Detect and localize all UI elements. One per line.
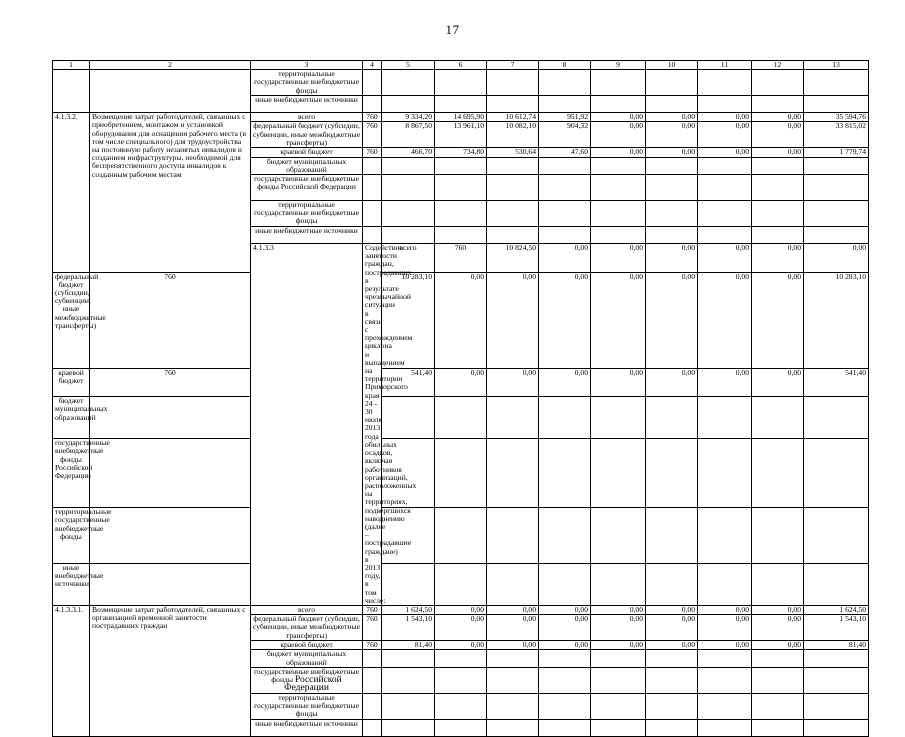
amount-cell: 0,00 — [539, 615, 591, 641]
amount-cell — [804, 96, 869, 113]
amount-cell: 734,80 — [435, 148, 487, 157]
amount-cell — [539, 667, 591, 693]
amount-cell: 0,00 — [698, 615, 752, 641]
header-row — [53, 61, 869, 70]
amount-cell: 0,00 — [539, 244, 591, 273]
amount-cell — [382, 227, 435, 244]
amount-cell: 0,00 — [487, 368, 539, 397]
grbs-code — [363, 70, 382, 96]
amount-cell — [646, 70, 698, 96]
funding-source: краевой бюджет — [53, 368, 90, 397]
amount-cell — [435, 563, 487, 605]
grbs-code — [363, 650, 382, 667]
funding-source: бюджет муниципальных образований — [251, 650, 363, 667]
amount-cell: 0,00 — [646, 368, 698, 397]
amount-cell — [752, 96, 804, 113]
amount-cell — [804, 719, 869, 736]
grbs-code: 760 — [363, 148, 382, 157]
amount-cell — [698, 650, 752, 667]
amount-cell — [752, 227, 804, 244]
amount-cell — [539, 439, 591, 508]
amount-cell — [804, 563, 869, 605]
grbs-code: 760 — [363, 641, 382, 650]
amount-cell: 0,00 — [591, 641, 646, 650]
amount-cell — [752, 563, 804, 605]
table-row — [53, 70, 869, 96]
amount-cell — [698, 227, 752, 244]
amount-cell — [804, 397, 869, 439]
funding-source: иные внебюджетные источники — [53, 563, 90, 605]
amount-cell — [539, 227, 591, 244]
amount-cell — [698, 563, 752, 605]
amount-cell: 0,00 — [487, 641, 539, 650]
amount-cell: 0,00 — [698, 272, 752, 368]
amount-cell — [539, 157, 591, 174]
amount-cell: 10 283,10 — [804, 272, 869, 368]
amount-cell: 0,00 — [698, 605, 752, 614]
amount-cell — [435, 719, 487, 736]
amount-cell — [591, 201, 646, 227]
amount-cell — [382, 693, 435, 719]
grbs-code: 760 — [435, 244, 487, 273]
amount-cell: 0,00 — [752, 605, 804, 614]
amount-cell — [539, 563, 591, 605]
grbs-code — [363, 175, 382, 201]
amount-cell: 0,00 — [698, 122, 752, 148]
funding-source: всего — [251, 605, 363, 614]
amount-cell — [646, 693, 698, 719]
amount-cell: 1 543,10 — [382, 615, 435, 641]
amount-cell: 0,00 — [591, 368, 646, 397]
amount-cell — [646, 563, 698, 605]
funding-source: краевой бюджет — [251, 641, 363, 650]
amount-cell — [646, 227, 698, 244]
amount-cell: 0,00 — [698, 641, 752, 650]
amount-cell: 81,40 — [804, 641, 869, 650]
column-header: 12 — [752, 61, 804, 70]
column-header: 9 — [591, 61, 646, 70]
amount-cell: 0,00 — [435, 615, 487, 641]
amount-cell: 47,60 — [539, 148, 591, 157]
amount-cell — [487, 508, 539, 564]
amount-cell — [804, 201, 869, 227]
table-body — [53, 70, 869, 737]
amount-cell — [646, 719, 698, 736]
amount-cell: 81,40 — [382, 641, 435, 650]
amount-cell — [539, 70, 591, 96]
amount-cell — [382, 650, 435, 667]
amount-cell — [539, 508, 591, 564]
amount-cell — [752, 719, 804, 736]
table-row — [53, 368, 869, 397]
amount-cell — [539, 201, 591, 227]
amount-cell — [752, 397, 804, 439]
amount-cell: 0,00 — [591, 272, 646, 368]
amount-cell: 0,00 — [646, 615, 698, 641]
amount-cell: 0,00 — [646, 148, 698, 157]
amount-cell: 10 082,10 — [487, 122, 539, 148]
funding-source: иные внебюджетные источники — [251, 719, 363, 736]
column-header: 1 — [53, 61, 90, 70]
amount-cell — [804, 175, 869, 201]
amount-cell — [698, 157, 752, 174]
amount-cell — [382, 157, 435, 174]
amount-cell: 0,00 — [591, 605, 646, 614]
amount-cell — [435, 693, 487, 719]
amount-cell — [487, 667, 539, 693]
amount-cell: 0,00 — [752, 244, 804, 273]
amount-cell — [382, 563, 435, 605]
grbs-code — [363, 227, 382, 244]
amount-cell: 10 612,74 — [487, 113, 539, 122]
grbs-code — [90, 397, 251, 439]
amount-cell — [591, 227, 646, 244]
amount-cell — [435, 201, 487, 227]
amount-cell: 0,00 — [646, 605, 698, 614]
amount-cell — [698, 667, 752, 693]
amount-cell — [698, 175, 752, 201]
column-header: 5 — [382, 61, 435, 70]
amount-cell — [539, 175, 591, 201]
amount-cell: 0,00 — [804, 244, 869, 273]
amount-cell — [435, 667, 487, 693]
amount-cell — [804, 667, 869, 693]
amount-cell: 0,00 — [698, 113, 752, 122]
amount-cell: 0,00 — [539, 272, 591, 368]
funding-source: федеральный бюджет (субсидии, субвенции, иные межбюджетные трансферты) — [251, 122, 363, 148]
amount-cell: 0,00 — [698, 148, 752, 157]
column-header: 4 — [363, 61, 382, 70]
amount-cell — [591, 719, 646, 736]
amount-cell: 0,00 — [752, 148, 804, 157]
amount-cell: 0,00 — [591, 113, 646, 122]
amount-cell — [646, 667, 698, 693]
table-row — [53, 439, 869, 508]
grbs-code — [90, 508, 251, 564]
amount-cell: 0,00 — [646, 244, 698, 273]
table-row — [53, 272, 869, 368]
grbs-code: 760 — [363, 605, 382, 614]
column-header: 3 — [251, 61, 363, 70]
amount-cell — [487, 650, 539, 667]
amount-cell: 13 961,10 — [435, 122, 487, 148]
amount-cell — [591, 175, 646, 201]
amount-cell — [435, 650, 487, 667]
amount-cell: 0,00 — [487, 615, 539, 641]
amount-cell — [435, 227, 487, 244]
funding-source: краевой бюджет — [251, 148, 363, 157]
amount-cell: 541,40 — [382, 368, 435, 397]
amount-cell — [591, 693, 646, 719]
amount-cell — [382, 667, 435, 693]
funding-source: государственные внебюджетные фонды Российской Федерации — [53, 439, 90, 508]
amount-cell — [487, 96, 539, 113]
amount-cell — [804, 693, 869, 719]
column-header: 8 — [539, 61, 591, 70]
amount-cell: 1 543,10 — [804, 615, 869, 641]
funding-source: территориальные государственные внебюджетные фонды — [251, 693, 363, 719]
funding-source: территориальные государственные внебюджетные фонды — [53, 508, 90, 564]
amount-cell: 0,00 — [591, 244, 646, 273]
amount-cell: 904,32 — [539, 122, 591, 148]
amount-cell — [804, 439, 869, 508]
amount-cell: 0,00 — [539, 368, 591, 397]
budget-table — [52, 60, 869, 737]
amount-cell: 0,00 — [435, 272, 487, 368]
amount-cell — [646, 96, 698, 113]
amount-cell — [646, 201, 698, 227]
funding-source: федеральный бюджет (субсидии, субвенции, иные межбюджетные трансферты) — [53, 272, 90, 368]
amount-cell — [591, 96, 646, 113]
amount-cell — [487, 175, 539, 201]
amount-cell: 0,00 — [646, 113, 698, 122]
amount-cell: 0,00 — [539, 641, 591, 650]
amount-cell — [591, 157, 646, 174]
amount-cell: 0,00 — [646, 641, 698, 650]
amount-cell — [752, 70, 804, 96]
table-row — [53, 563, 869, 605]
row-description: Возмещение затрат работодателей, связанных с приобретением, монтажом и установкой оборудования для оснащения рабочего места (в том числе специального) для трудоустройства на постоянную работу незанятых инвалидов и созданием инфраструктуры, необходимой для беспрепятственного доступа инвалидов к созданным рабочим местам — [90, 113, 251, 272]
grbs-code: 760 — [363, 122, 382, 148]
funding-source: иные внебюджетные источники — [251, 227, 363, 244]
amount-cell: 0,00 — [539, 605, 591, 614]
row-description — [90, 70, 251, 113]
amount-cell: 530,64 — [487, 148, 539, 157]
amount-cell — [435, 397, 487, 439]
amount-cell — [698, 201, 752, 227]
grbs-code — [90, 563, 251, 605]
funding-source: государственные внебюджетные фонды Российской Федерации — [251, 667, 363, 693]
grbs-code: 760 — [90, 272, 251, 368]
amount-cell — [698, 397, 752, 439]
amount-cell — [804, 157, 869, 174]
funding-source: бюджет муниципальных образований — [53, 397, 90, 439]
amount-cell — [382, 70, 435, 96]
amount-cell: 541,40 — [804, 368, 869, 397]
amount-cell — [539, 693, 591, 719]
amount-cell — [752, 667, 804, 693]
amount-cell: 0,00 — [752, 368, 804, 397]
amount-cell: 0,00 — [646, 122, 698, 148]
grbs-code — [363, 719, 382, 736]
amount-cell: 1 779,74 — [804, 148, 869, 157]
amount-cell — [698, 439, 752, 508]
amount-cell — [435, 175, 487, 201]
amount-cell — [435, 70, 487, 96]
amount-cell — [487, 439, 539, 508]
amount-cell: 9 334,20 — [382, 113, 435, 122]
funding-source: государственные внебюджетные фонды Российской Федерации — [251, 175, 363, 201]
amount-cell — [487, 201, 539, 227]
amount-cell — [646, 508, 698, 564]
grbs-code — [90, 439, 251, 508]
amount-cell: 33 815,02 — [804, 122, 869, 148]
amount-cell — [435, 439, 487, 508]
amount-cell — [382, 201, 435, 227]
grbs-code: 760 — [363, 615, 382, 641]
amount-cell: 1 624,50 — [804, 605, 869, 614]
amount-cell — [382, 719, 435, 736]
row-code: 4.1.3.3 — [251, 244, 363, 606]
amount-cell — [539, 719, 591, 736]
amount-cell — [487, 397, 539, 439]
amount-cell — [804, 650, 869, 667]
amount-cell — [752, 175, 804, 201]
amount-cell — [698, 508, 752, 564]
amount-cell — [646, 175, 698, 201]
amount-cell — [487, 70, 539, 96]
funding-source: всего — [251, 113, 363, 122]
amount-cell — [698, 96, 752, 113]
row-description: Содействие занятости граждан, пострадавших в результате чрезвычайной ситуации в связи с прохождением циклона и выпадением на территории Приморского края 24 - 30 июля 2013 года обильных осадков, включая работников организаций, расположенных на территориях, подвергшихся наводнению (далее – пострадавшие граждане) в 2013 году, в том числе: — [363, 244, 382, 606]
amount-cell — [435, 96, 487, 113]
funding-source: федеральный бюджет (субсидии, субвенции, иные межбюджетные трансферты) — [251, 615, 363, 641]
amount-cell — [591, 667, 646, 693]
amount-cell: 1 624,50 — [382, 605, 435, 614]
grbs-code: 760 — [363, 113, 382, 122]
column-header: 13 — [804, 61, 869, 70]
funding-source: всего — [382, 244, 435, 273]
amount-cell — [539, 650, 591, 667]
amount-cell: 0,00 — [435, 605, 487, 614]
amount-cell — [591, 70, 646, 96]
amount-cell — [539, 96, 591, 113]
grbs-code: 760 — [90, 368, 251, 397]
amount-cell — [752, 650, 804, 667]
grbs-code — [363, 667, 382, 693]
page-number: 17 — [445, 22, 460, 37]
amount-cell: 8 867,50 — [382, 122, 435, 148]
amount-cell — [646, 439, 698, 508]
amount-cell: 0,00 — [435, 641, 487, 650]
amount-cell: 0,00 — [752, 122, 804, 148]
amount-cell — [382, 96, 435, 113]
amount-cell: 0,00 — [591, 148, 646, 157]
funding-source: бюджет муниципальных образований — [251, 157, 363, 174]
amount-cell: 0,00 — [487, 605, 539, 614]
amount-cell: 0,00 — [752, 641, 804, 650]
row-code: 4.1.3.2. — [53, 113, 90, 272]
grbs-code — [363, 96, 382, 113]
amount-cell — [752, 439, 804, 508]
grbs-code — [363, 201, 382, 227]
amount-cell — [539, 397, 591, 439]
amount-cell: 0,00 — [752, 615, 804, 641]
amount-cell — [591, 563, 646, 605]
row-code: 4.1.3.3.1. — [53, 605, 90, 736]
amount-cell: 0,00 — [698, 244, 752, 273]
funding-source: территориальные государственные внебюджетные фонды — [251, 201, 363, 227]
amount-cell: 951,92 — [539, 113, 591, 122]
funding-source: иные внебюджетные источники — [251, 96, 363, 113]
amount-cell — [752, 157, 804, 174]
amount-cell: 0,00 — [435, 368, 487, 397]
amount-cell — [646, 157, 698, 174]
amount-cell — [591, 397, 646, 439]
row-description: Возмещение затрат работодателей, связанных с организацией временной занятости пострадавших граждан — [90, 605, 251, 736]
amount-cell — [752, 201, 804, 227]
amount-cell: 0,00 — [752, 113, 804, 122]
amount-cell — [591, 650, 646, 667]
funding-source: территориальные государственные внебюджетные фонды — [251, 70, 363, 96]
amount-cell: 35 594,76 — [804, 113, 869, 122]
table-row — [53, 508, 869, 564]
column-header: 7 — [487, 61, 539, 70]
amount-cell — [752, 693, 804, 719]
amount-cell — [646, 650, 698, 667]
amount-cell — [646, 397, 698, 439]
column-header: 11 — [698, 61, 752, 70]
amount-cell: 10 824,50 — [487, 244, 539, 273]
amount-cell — [487, 719, 539, 736]
amount-cell — [698, 693, 752, 719]
amount-cell: 14 695,90 — [435, 113, 487, 122]
amount-cell — [435, 508, 487, 564]
amount-cell — [487, 563, 539, 605]
amount-cell: 0,00 — [591, 122, 646, 148]
amount-cell — [487, 693, 539, 719]
grbs-code — [363, 157, 382, 174]
amount-cell: 0,00 — [591, 615, 646, 641]
amount-cell: 0,00 — [752, 272, 804, 368]
column-header: 6 — [435, 61, 487, 70]
column-header: 10 — [646, 61, 698, 70]
amount-cell — [382, 397, 435, 439]
amount-cell — [487, 157, 539, 174]
amount-cell — [804, 70, 869, 96]
amount-cell — [804, 227, 869, 244]
amount-cell: 0,00 — [646, 272, 698, 368]
table-row — [53, 397, 869, 439]
amount-cell: 10 283,10 — [382, 272, 435, 368]
amount-cell — [487, 227, 539, 244]
amount-cell — [382, 175, 435, 201]
amount-cell: 466,70 — [382, 148, 435, 157]
amount-cell — [435, 157, 487, 174]
amount-cell — [804, 508, 869, 564]
grbs-code — [363, 693, 382, 719]
row-code — [53, 70, 90, 113]
amount-cell: 0,00 — [698, 368, 752, 397]
amount-cell — [698, 70, 752, 96]
amount-cell — [591, 508, 646, 564]
amount-cell — [752, 508, 804, 564]
amount-cell — [698, 719, 752, 736]
column-header: 2 — [90, 61, 251, 70]
amount-cell: 0,00 — [487, 272, 539, 368]
amount-cell — [591, 439, 646, 508]
